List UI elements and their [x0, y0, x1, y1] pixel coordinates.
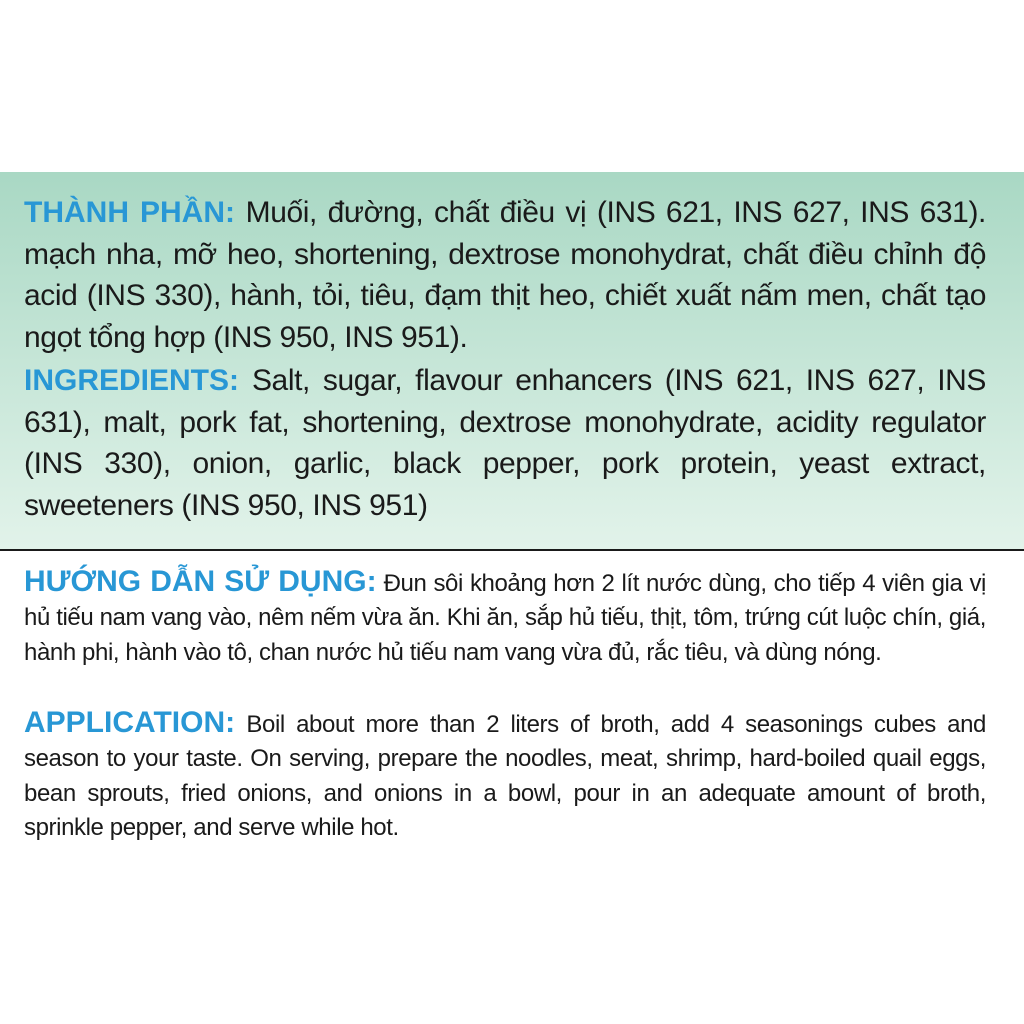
usage-vi-paragraph [24, 565, 986, 670]
usage-en-heading: APPLICATION: [24, 706, 236, 739]
usage-vi-text: Đun sôi khoảng hơn 2 lít nước dùng, cho tiếp 4 viên gia vị hủ tiếu nam vang vào, nêm nếm vừa ăn. Khi ăn, sắp hủ tiếu, thịt, tôm, trứng cút luộc chín, giá, hành phi, hành vào tô, chan nước hủ tiếu nam vang vừa đủ, rắc tiêu, và dùng nóng. [24, 570, 986, 666]
usage-vi-heading: HƯỚNG DẪN SỬ DỤNG: [24, 565, 377, 598]
section-divider [0, 549, 1024, 551]
ingredients-vi-text: Muối, đường, chất điều vị (INS 621, INS 627, INS 631). mạch nha, mỡ heo, shortening, dextrose monohydrat, chất điều chỉnh độ acid (INS 330), hành, tỏi, tiêu, đạm thịt heo, chiết xuất nấm men, chất tạo ngọt tổng hợp (INS 950, INS 951). [24, 196, 986, 354]
ingredients-en-heading: INGREDIENTS: [24, 364, 240, 397]
usage-en-paragraph [24, 706, 986, 845]
ingredients-en-paragraph [24, 360, 986, 526]
ingredients-vi-paragraph [24, 192, 986, 358]
usage-en-text: Boil about more than 2 liters of broth, add 4 seasonings cubes and season to your taste. On serving, prepare the noodles, meat, shrimp, hard-boiled quail eggs, bean sprouts, fried onions, and onions in a bowl, pour in an adequate amount of broth, sprinkle pepper, and serve while hot. [24, 711, 986, 841]
ingredients-en-text: Salt, sugar, flavour enhancers (INS 621, INS 627, INS 631), malt, pork fat, shortening, dextrose monohydrate, acidity regulator (INS 330), onion, garlic, black pepper, pork protein, yeast extract, sweeteners (INS 950, INS 951) [24, 364, 986, 522]
ingredients-vi-heading: THÀNH PHẦN: [24, 196, 235, 229]
